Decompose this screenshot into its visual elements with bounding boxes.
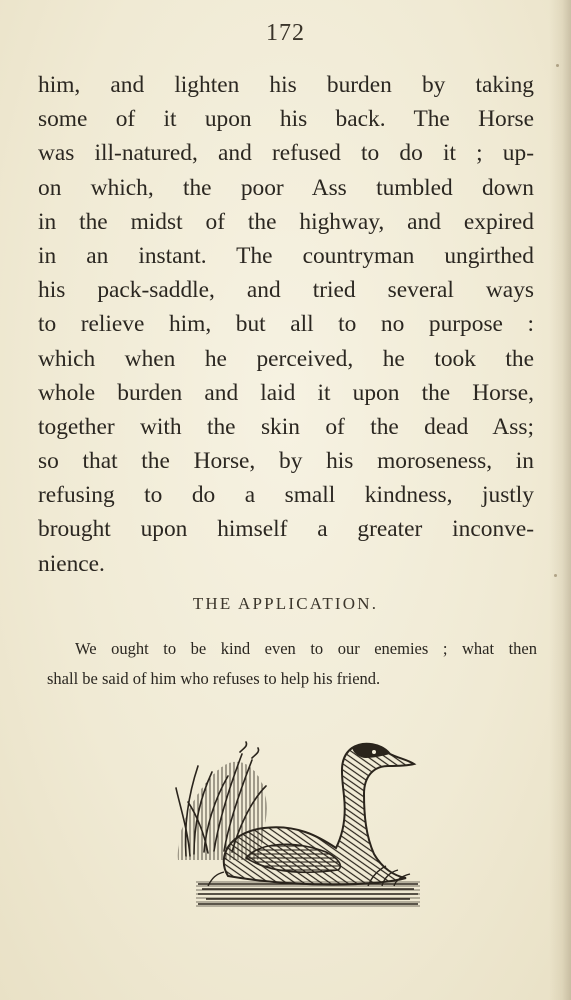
text-line: to relieve him, but all to no purpose :	[38, 311, 534, 338]
text-line: refusing to do a small kindness, justly	[38, 482, 534, 509]
text-line: in an instant. The countryman ungirthed	[38, 242, 534, 269]
text-line: in the midst of the highway, and expired	[38, 208, 534, 235]
paper-speck	[554, 574, 557, 577]
goose-woodcut-icon	[168, 736, 424, 908]
fable-body-text	[38, 68, 534, 581]
text-line: him, and lighten his burden by taking	[38, 72, 534, 98]
text-line: so that the Horse, by his moroseness, in	[38, 448, 534, 475]
page-gutter-shadow	[549, 0, 571, 1000]
text-line: was ill-natured, and refused to do it ; up-	[38, 140, 534, 167]
text-line: brought upon himself a greater inconve-	[38, 516, 534, 543]
application-moral-text	[47, 634, 537, 694]
text-line: nience.	[38, 550, 105, 577]
application-heading: THE APPLICATION.	[192, 594, 379, 613]
page-number: 172	[266, 20, 305, 46]
text-line: which when he perceived, he took the	[38, 345, 534, 372]
moral-line: shall be said of him who refuses to help his friend.	[47, 669, 381, 688]
text-line: on which, the poor Ass tumbled down	[38, 174, 534, 201]
text-line: whole burden and laid it upon the Horse,	[38, 379, 534, 406]
text-line: his pack-saddle, and tried several ways	[38, 277, 534, 304]
moral-line: We ought to be kind even to our enemies ; what then	[75, 639, 537, 658]
text-line: some of it upon his back. The Horse	[38, 106, 534, 133]
paper-speck	[556, 64, 559, 67]
text-line: together with the skin of the dead Ass;	[38, 413, 534, 440]
